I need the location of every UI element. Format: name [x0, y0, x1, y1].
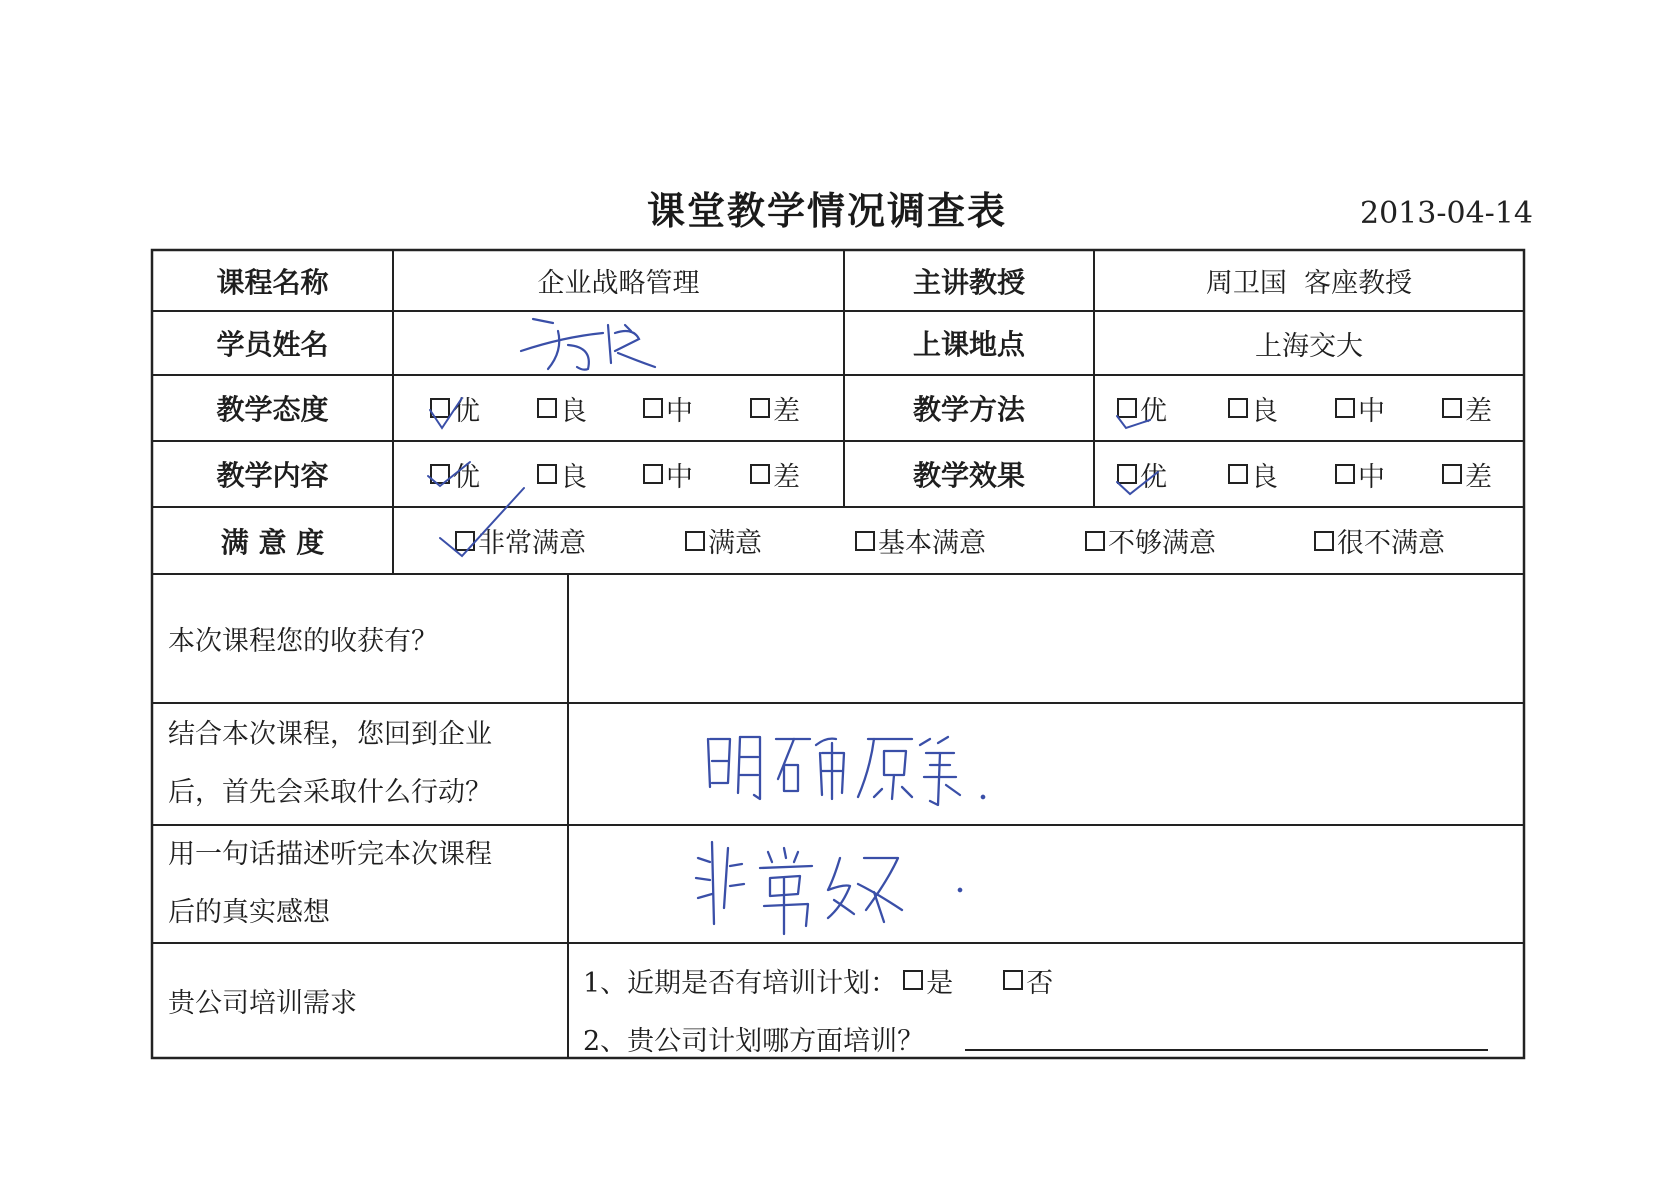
answer-gains[interactable] [568, 574, 1524, 703]
question-action-line1: 结合本次课程，您回到企业 [168, 719, 492, 750]
check-mark-icon [440, 488, 524, 556]
method-option-good[interactable]: 良 [1228, 375, 1278, 441]
effect-option-poor[interactable]: 差 [1442, 441, 1492, 507]
question-feeling-line2: 后的真实感想 [168, 897, 330, 928]
label-course-name: 课程名称 [216, 265, 329, 299]
satisfaction-option-very-unsatisfied[interactable]: 很不满意 [1314, 507, 1445, 574]
question-feeling-line1: 用一句话描述听完本次课程 [168, 839, 492, 870]
satisfaction-option-satisfied[interactable]: 满意 [685, 507, 762, 574]
answer-action[interactable] [568, 703, 1524, 825]
training-area-question: 2、贵公司计划哪方面培训？ [583, 1025, 925, 1057]
label-student-name: 学员姓名 [216, 328, 329, 361]
content-option-fair[interactable]: 中 [643, 441, 693, 507]
attitude-option-good[interactable]: 良 [537, 375, 587, 441]
content-option-good[interactable]: 良 [537, 441, 587, 507]
value-course-name: 企业战略管理 [537, 268, 700, 299]
handwritten-answer-feeling [688, 828, 1008, 940]
method-option-excellent[interactable]: 优 [1117, 375, 1167, 441]
training-plan-prefix: 1、近期是否有培训计划： [583, 967, 898, 999]
effect-option-fair[interactable]: 中 [1335, 441, 1385, 507]
question-gains: 本次课程您的收获有？ [168, 626, 438, 657]
method-option-fair[interactable]: 中 [1335, 375, 1385, 441]
attitude-option-poor[interactable]: 差 [750, 375, 800, 441]
label-lecturer: 主讲教授 [912, 265, 1025, 299]
form-date: 2013-04-14 [1360, 196, 1533, 231]
check-mark-icon [1117, 416, 1150, 428]
label-satisfaction: 满 意 度 [220, 525, 325, 559]
handwritten-answer-action [698, 709, 1098, 819]
label-content: 教学内容 [216, 459, 329, 492]
effect-option-excellent[interactable]: 优 [1117, 441, 1167, 507]
question-training-needs: 贵公司培训需求 [168, 988, 357, 1019]
attitude-option-excellent[interactable]: 优 [430, 375, 480, 441]
form-title: 课堂教学情况调查表 [646, 189, 1007, 233]
value-location: 上海交大 [1255, 330, 1363, 362]
question-feeling [152, 825, 568, 943]
question-action [152, 703, 568, 825]
effect-option-good[interactable]: 良 [1228, 441, 1278, 507]
training-area-blank[interactable] [965, 1048, 1488, 1051]
attitude-option-fair[interactable]: 中 [643, 375, 693, 441]
training-plan-question [583, 958, 1053, 1002]
check-mark-icon [1117, 472, 1158, 494]
content-option-excellent[interactable]: 优 [430, 441, 480, 507]
label-method: 教学方法 [912, 393, 1025, 426]
training-plan-yes-option[interactable]: 是 [903, 961, 953, 1000]
check-mark-icon [428, 462, 470, 486]
label-location: 上课地点 [912, 328, 1025, 361]
satisfaction-option-basically-satisfied[interactable]: 基本满意 [855, 507, 986, 574]
training-plan-no-option[interactable]: 否 [1003, 961, 1053, 1000]
question-action-line2: 后，首先会采取什么行动？ [168, 777, 492, 808]
method-option-poor[interactable]: 差 [1442, 375, 1492, 441]
label-effect: 教学效果 [912, 459, 1025, 492]
checkbox-icon[interactable] [1003, 970, 1023, 990]
answer-feeling[interactable] [568, 825, 1524, 943]
value-lecturer: 周卫国 客座教授 [1205, 268, 1413, 299]
satisfaction-option-not-satisfied[interactable]: 不够满意 [1085, 507, 1216, 574]
checkbox-icon[interactable] [903, 970, 923, 990]
check-mark-icon [430, 398, 462, 428]
content-option-poor[interactable]: 差 [750, 441, 800, 507]
satisfaction-option-very-satisfied[interactable]: 非常满意 [455, 507, 586, 574]
label-attitude: 教学态度 [216, 393, 329, 426]
